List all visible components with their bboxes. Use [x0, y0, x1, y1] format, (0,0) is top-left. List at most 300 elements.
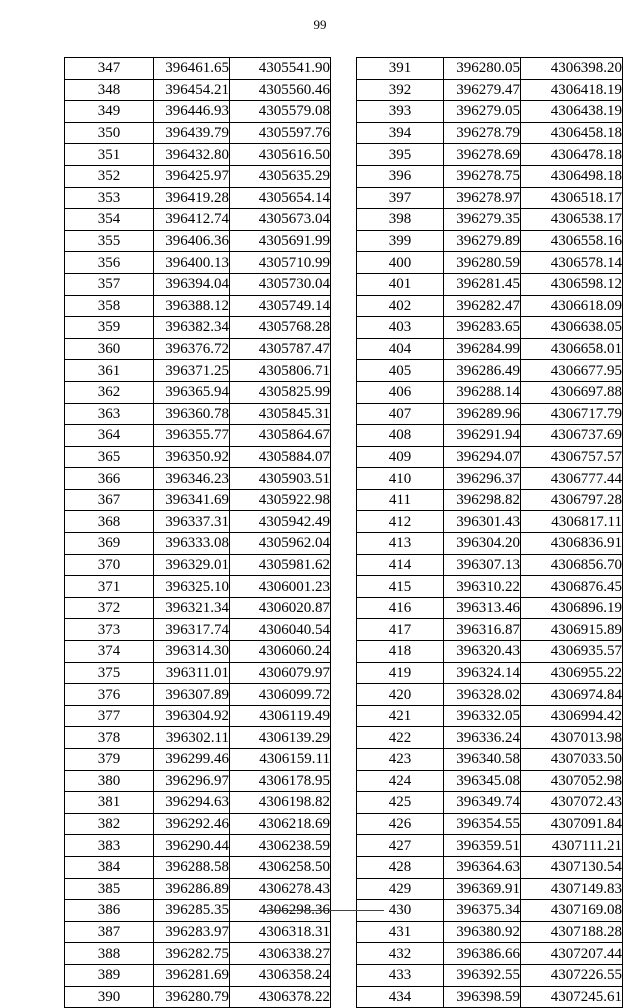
x-coordinate-cell: 396360.78: [154, 403, 230, 425]
table-row: [357, 101, 623, 123]
y-coordinate-cell: 4306737.69: [521, 425, 623, 447]
table-row: [65, 619, 331, 641]
y-coordinate-cell: 4306458.18: [521, 122, 623, 144]
point-number-cell: 384: [65, 856, 154, 878]
table-row: [65, 576, 331, 598]
table-row: [357, 792, 623, 814]
point-number-cell: 397: [357, 187, 444, 209]
y-coordinate-cell: 4306598.12: [521, 273, 623, 295]
point-number-cell: 380: [65, 770, 154, 792]
point-number-cell: 353: [65, 187, 154, 209]
point-number-cell: 366: [65, 468, 154, 490]
table-row: [65, 187, 331, 209]
point-number-cell: 396: [357, 165, 444, 187]
x-coordinate-cell: 396400.13: [154, 252, 230, 274]
point-number-cell: 403: [357, 317, 444, 339]
x-coordinate-cell: 396314.30: [154, 641, 230, 663]
x-coordinate-cell: 396392.55: [444, 964, 521, 986]
point-number-cell: 407: [357, 403, 444, 425]
point-number-cell: 415: [357, 576, 444, 598]
y-coordinate-cell: 4307052.98: [521, 770, 623, 792]
table-row: [357, 446, 623, 468]
table-row: [65, 252, 331, 274]
y-coordinate-cell: 4306817.11: [521, 511, 623, 533]
y-coordinate-cell: 4307091.84: [521, 813, 623, 835]
x-coordinate-cell: 396320.43: [444, 641, 521, 663]
x-coordinate-cell: 396302.11: [154, 727, 230, 749]
table-row: [357, 964, 623, 986]
table-row: [65, 835, 331, 857]
point-number-cell: 402: [357, 295, 444, 317]
y-coordinate-cell: 4306856.70: [521, 554, 623, 576]
point-number-cell: 370: [65, 554, 154, 576]
table-row: [65, 813, 331, 835]
point-number-cell: 433: [357, 964, 444, 986]
y-coordinate-cell: 4306298.36: [230, 900, 331, 922]
x-coordinate-cell: 396340.58: [444, 749, 521, 771]
x-coordinate-cell: 396321.34: [154, 597, 230, 619]
table-row: [65, 986, 331, 1008]
point-number-cell: 365: [65, 446, 154, 468]
table-row: [65, 943, 331, 965]
x-coordinate-cell: 396371.25: [154, 360, 230, 382]
y-coordinate-cell: 4306418.19: [521, 79, 623, 101]
point-number-cell: 349: [65, 101, 154, 123]
x-coordinate-cell: 396292.46: [154, 813, 230, 835]
table-row: [357, 921, 623, 943]
point-number-cell: 352: [65, 165, 154, 187]
table-row: [65, 727, 331, 749]
coordinates-table-right: [356, 57, 623, 1008]
point-number-cell: 427: [357, 835, 444, 857]
table-row: [65, 122, 331, 144]
table-row: [65, 209, 331, 231]
x-coordinate-cell: 396375.34: [444, 900, 521, 922]
point-number-cell: 371: [65, 576, 154, 598]
point-number-cell: 419: [357, 662, 444, 684]
table-row: [357, 943, 623, 965]
table-row: [65, 101, 331, 123]
table-row: [357, 986, 623, 1008]
x-coordinate-cell: 396333.08: [154, 533, 230, 555]
table-row: [65, 792, 331, 814]
table-row: [357, 727, 623, 749]
point-number-cell: 389: [65, 964, 154, 986]
point-number-cell: 393: [357, 101, 444, 123]
x-coordinate-cell: 396284.99: [444, 338, 521, 360]
table-row: [357, 187, 623, 209]
x-coordinate-cell: 396296.37: [444, 468, 521, 490]
table-row: [357, 856, 623, 878]
table-row: [357, 749, 623, 771]
x-coordinate-cell: 396461.65: [154, 58, 230, 80]
table-row: [65, 489, 331, 511]
x-coordinate-cell: 396349.74: [444, 792, 521, 814]
y-coordinate-cell: 4305710.99: [230, 252, 331, 274]
x-coordinate-cell: 396283.65: [444, 317, 521, 339]
x-coordinate-cell: 396398.59: [444, 986, 521, 1008]
x-coordinate-cell: 396278.75: [444, 165, 521, 187]
x-coordinate-cell: 396329.01: [154, 554, 230, 576]
point-number-cell: 413: [357, 533, 444, 555]
table-row: [65, 144, 331, 166]
table-row: [65, 856, 331, 878]
point-number-cell: 350: [65, 122, 154, 144]
table-row: [65, 446, 331, 468]
x-coordinate-cell: 396289.96: [444, 403, 521, 425]
y-coordinate-cell: 4306119.49: [230, 705, 331, 727]
table-row: [65, 662, 331, 684]
point-number-cell: 392: [357, 79, 444, 101]
point-number-cell: 418: [357, 641, 444, 663]
point-number-cell: 362: [65, 381, 154, 403]
x-coordinate-cell: 396280.59: [444, 252, 521, 274]
y-coordinate-cell: 4305884.07: [230, 446, 331, 468]
y-coordinate-cell: 4306198.82: [230, 792, 331, 814]
point-number-cell: 405: [357, 360, 444, 382]
y-coordinate-cell: 4305942.49: [230, 511, 331, 533]
y-coordinate-cell: 4307072.43: [521, 792, 623, 814]
y-coordinate-cell: 4306398.20: [521, 58, 623, 80]
x-coordinate-cell: 396365.94: [154, 381, 230, 403]
x-coordinate-cell: 396425.97: [154, 165, 230, 187]
x-coordinate-cell: 396454.21: [154, 79, 230, 101]
y-coordinate-cell: 4307033.50: [521, 749, 623, 771]
table-row: [357, 58, 623, 80]
y-coordinate-cell: 4306338.27: [230, 943, 331, 965]
x-coordinate-cell: 396364.63: [444, 856, 521, 878]
table-row: [65, 921, 331, 943]
table-row: [65, 317, 331, 339]
table-row: [65, 749, 331, 771]
y-coordinate-cell: 4305560.46: [230, 79, 331, 101]
table-row: [357, 770, 623, 792]
table-row: [357, 165, 623, 187]
y-coordinate-cell: 4306578.14: [521, 252, 623, 274]
y-coordinate-cell: 4306378.22: [230, 986, 331, 1008]
y-coordinate-cell: 4305635.29: [230, 165, 331, 187]
table-row: [357, 273, 623, 295]
point-number-cell: 375: [65, 662, 154, 684]
y-coordinate-cell: 4306099.72: [230, 684, 331, 706]
y-coordinate-cell: 4306178.95: [230, 770, 331, 792]
y-coordinate-cell: 4306318.31: [230, 921, 331, 943]
y-coordinate-cell: 4306717.79: [521, 403, 623, 425]
x-coordinate-cell: 396304.20: [444, 533, 521, 555]
point-number-cell: 379: [65, 749, 154, 771]
y-coordinate-cell: 4305730.04: [230, 273, 331, 295]
y-coordinate-cell: 4306618.09: [521, 295, 623, 317]
y-coordinate-cell: 4306797.28: [521, 489, 623, 511]
table-row: [357, 144, 623, 166]
x-coordinate-cell: 396324.14: [444, 662, 521, 684]
y-coordinate-cell: 4305903.51: [230, 468, 331, 490]
y-coordinate-cell: 4305579.08: [230, 101, 331, 123]
point-number-cell: 373: [65, 619, 154, 641]
table-row: [65, 273, 331, 295]
y-coordinate-cell: 4306478.18: [521, 144, 623, 166]
y-coordinate-cell: 4306258.50: [230, 856, 331, 878]
y-coordinate-cell: 4305673.04: [230, 209, 331, 231]
point-number-cell: 404: [357, 338, 444, 360]
table-row: [357, 122, 623, 144]
table-row: [357, 468, 623, 490]
table-row: [65, 554, 331, 576]
y-coordinate-cell: 4306358.24: [230, 964, 331, 986]
table-row: [357, 576, 623, 598]
x-coordinate-cell: 396301.43: [444, 511, 521, 533]
table-row: [357, 619, 623, 641]
y-coordinate-cell: 4306836.91: [521, 533, 623, 555]
point-number-cell: 416: [357, 597, 444, 619]
x-coordinate-cell: 396325.10: [154, 576, 230, 598]
x-coordinate-cell: 396332.05: [444, 705, 521, 727]
x-coordinate-cell: 396394.04: [154, 273, 230, 295]
point-number-cell: 359: [65, 317, 154, 339]
x-coordinate-cell: 396386.66: [444, 943, 521, 965]
x-coordinate-cell: 396304.92: [154, 705, 230, 727]
y-coordinate-cell: 4306697.88: [521, 381, 623, 403]
table-row: [65, 360, 331, 382]
y-coordinate-cell: 4305541.90: [230, 58, 331, 80]
table-row: [65, 770, 331, 792]
x-coordinate-cell: 396328.02: [444, 684, 521, 706]
point-number-cell: 409: [357, 446, 444, 468]
x-coordinate-cell: 396388.12: [154, 295, 230, 317]
y-coordinate-cell: 4307149.83: [521, 878, 623, 900]
table-row: [65, 295, 331, 317]
y-coordinate-cell: 4306040.54: [230, 619, 331, 641]
x-coordinate-cell: 396337.31: [154, 511, 230, 533]
x-coordinate-cell: 396359.51: [444, 835, 521, 857]
table-row: [357, 403, 623, 425]
y-coordinate-cell: 4305922.98: [230, 489, 331, 511]
table-row: [357, 295, 623, 317]
y-coordinate-cell: 4307245.61: [521, 986, 623, 1008]
x-coordinate-cell: 396282.75: [154, 943, 230, 965]
point-number-cell: 432: [357, 943, 444, 965]
y-coordinate-cell: 4305597.76: [230, 122, 331, 144]
point-number-cell: 426: [357, 813, 444, 835]
table-row: [357, 317, 623, 339]
point-number-cell: 429: [357, 878, 444, 900]
x-coordinate-cell: 396283.97: [154, 921, 230, 943]
x-coordinate-cell: 396345.08: [444, 770, 521, 792]
y-coordinate-cell: 4307169.08: [521, 900, 623, 922]
table-row: [65, 684, 331, 706]
x-coordinate-cell: 396346.23: [154, 468, 230, 490]
y-coordinate-cell: 4306518.17: [521, 187, 623, 209]
point-number-cell: 430: [357, 900, 444, 922]
table-row: [65, 58, 331, 80]
y-coordinate-cell: 4306538.17: [521, 209, 623, 231]
x-coordinate-cell: 396279.05: [444, 101, 521, 123]
y-coordinate-cell: 4306677.95: [521, 360, 623, 382]
table-row: [357, 641, 623, 663]
table-row: [65, 641, 331, 663]
point-number-cell: 408: [357, 425, 444, 447]
x-coordinate-cell: 396354.55: [444, 813, 521, 835]
x-coordinate-cell: 396290.44: [154, 835, 230, 857]
x-coordinate-cell: 396376.72: [154, 338, 230, 360]
y-coordinate-cell: 4305616.50: [230, 144, 331, 166]
x-coordinate-cell: 396336.24: [444, 727, 521, 749]
table-row: [357, 209, 623, 231]
x-coordinate-cell: 396296.97: [154, 770, 230, 792]
y-coordinate-cell: 4305806.71: [230, 360, 331, 382]
y-coordinate-cell: 4305981.62: [230, 554, 331, 576]
y-coordinate-cell: 4306658.01: [521, 338, 623, 360]
point-number-cell: 360: [65, 338, 154, 360]
y-coordinate-cell: 4307188.28: [521, 921, 623, 943]
x-coordinate-cell: 396317.74: [154, 619, 230, 641]
point-number-cell: 381: [65, 792, 154, 814]
table-row: [65, 381, 331, 403]
table-row: [357, 554, 623, 576]
point-number-cell: 386: [65, 900, 154, 922]
y-coordinate-cell: 4306060.24: [230, 641, 331, 663]
x-coordinate-cell: 396288.14: [444, 381, 521, 403]
y-coordinate-cell: 4306974.84: [521, 684, 623, 706]
y-coordinate-cell: 4305825.99: [230, 381, 331, 403]
x-coordinate-cell: 396291.94: [444, 425, 521, 447]
x-coordinate-cell: 396294.07: [444, 446, 521, 468]
point-number-cell: 388: [65, 943, 154, 965]
x-coordinate-cell: 396380.92: [444, 921, 521, 943]
point-number-cell: 412: [357, 511, 444, 533]
point-number-cell: 420: [357, 684, 444, 706]
table-row: [357, 533, 623, 555]
x-coordinate-cell: 396285.35: [154, 900, 230, 922]
x-coordinate-cell: 396439.79: [154, 122, 230, 144]
point-number-cell: 428: [357, 856, 444, 878]
y-coordinate-cell: 4305787.47: [230, 338, 331, 360]
table-row: [65, 964, 331, 986]
x-coordinate-cell: 396382.34: [154, 317, 230, 339]
table-row: [65, 468, 331, 490]
y-coordinate-cell: 4306159.11: [230, 749, 331, 771]
point-number-cell: 400: [357, 252, 444, 274]
point-number-cell: 348: [65, 79, 154, 101]
point-number-cell: 398: [357, 209, 444, 231]
point-number-cell: 377: [65, 705, 154, 727]
point-number-cell: 358: [65, 295, 154, 317]
point-number-cell: 391: [357, 58, 444, 80]
x-coordinate-cell: 396406.36: [154, 230, 230, 252]
point-number-cell: 378: [65, 727, 154, 749]
y-coordinate-cell: 4306079.97: [230, 662, 331, 684]
coordinates-table-left: [64, 57, 331, 1008]
point-number-cell: 423: [357, 749, 444, 771]
y-coordinate-cell: 4306955.22: [521, 662, 623, 684]
y-coordinate-cell: 4306935.57: [521, 641, 623, 663]
x-coordinate-cell: 396432.80: [154, 144, 230, 166]
y-coordinate-cell: 4306896.19: [521, 597, 623, 619]
y-coordinate-cell: 4306278.43: [230, 878, 331, 900]
y-coordinate-cell: 4307130.54: [521, 856, 623, 878]
point-number-cell: 390: [65, 986, 154, 1008]
x-coordinate-cell: 396278.79: [444, 122, 521, 144]
table-row: [357, 489, 623, 511]
x-coordinate-cell: 396350.92: [154, 446, 230, 468]
y-coordinate-cell: 4306638.05: [521, 317, 623, 339]
table-row: [357, 662, 623, 684]
table-row: [65, 705, 331, 727]
x-coordinate-cell: 396341.69: [154, 489, 230, 511]
x-coordinate-cell: 396307.89: [154, 684, 230, 706]
point-number-cell: 424: [357, 770, 444, 792]
y-coordinate-cell: 4306238.59: [230, 835, 331, 857]
table-row: [357, 835, 623, 857]
point-number-cell: 399: [357, 230, 444, 252]
x-coordinate-cell: 396282.47: [444, 295, 521, 317]
x-coordinate-cell: 396299.46: [154, 749, 230, 771]
y-coordinate-cell: 4307207.44: [521, 943, 623, 965]
point-number-cell: 410: [357, 468, 444, 490]
x-coordinate-cell: 396286.49: [444, 360, 521, 382]
point-number-cell: 401: [357, 273, 444, 295]
point-number-cell: 367: [65, 489, 154, 511]
point-number-cell: 356: [65, 252, 154, 274]
y-coordinate-cell: 4306438.19: [521, 101, 623, 123]
point-number-cell: 417: [357, 619, 444, 641]
point-number-cell: 431: [357, 921, 444, 943]
point-number-cell: 395: [357, 144, 444, 166]
y-coordinate-cell: 4306001.23: [230, 576, 331, 598]
point-number-cell: 382: [65, 813, 154, 835]
x-coordinate-cell: 396419.28: [154, 187, 230, 209]
point-number-cell: 368: [65, 511, 154, 533]
table-row: [357, 900, 623, 922]
point-number-cell: 369: [65, 533, 154, 555]
table-row: [357, 684, 623, 706]
point-number-cell: 425: [357, 792, 444, 814]
x-coordinate-cell: 396298.82: [444, 489, 521, 511]
bottom-rule: [264, 910, 384, 911]
y-coordinate-cell: 4306915.89: [521, 619, 623, 641]
table-row: [65, 533, 331, 555]
x-coordinate-cell: 396307.13: [444, 554, 521, 576]
point-number-cell: 406: [357, 381, 444, 403]
table-row: [357, 381, 623, 403]
y-coordinate-cell: 4307226.55: [521, 964, 623, 986]
table-row: [357, 425, 623, 447]
y-coordinate-cell: 4305768.28: [230, 317, 331, 339]
point-number-cell: 364: [65, 425, 154, 447]
y-coordinate-cell: 4306757.57: [521, 446, 623, 468]
point-number-cell: 357: [65, 273, 154, 295]
point-number-cell: 383: [65, 835, 154, 857]
point-number-cell: 411: [357, 489, 444, 511]
x-coordinate-cell: 396286.89: [154, 878, 230, 900]
table-row: [65, 230, 331, 252]
x-coordinate-cell: 396355.77: [154, 425, 230, 447]
x-coordinate-cell: 396294.63: [154, 792, 230, 814]
x-coordinate-cell: 396311.01: [154, 662, 230, 684]
x-coordinate-cell: 396446.93: [154, 101, 230, 123]
x-coordinate-cell: 396310.22: [444, 576, 521, 598]
table-row: [65, 338, 331, 360]
x-coordinate-cell: 396412.74: [154, 209, 230, 231]
page-number: 99: [313, 17, 327, 32]
y-coordinate-cell: 4306020.87: [230, 597, 331, 619]
point-number-cell: 351: [65, 144, 154, 166]
point-number-cell: 414: [357, 554, 444, 576]
point-number-cell: 374: [65, 641, 154, 663]
x-coordinate-cell: 396278.69: [444, 144, 521, 166]
point-number-cell: 372: [65, 597, 154, 619]
point-number-cell: 434: [357, 986, 444, 1008]
